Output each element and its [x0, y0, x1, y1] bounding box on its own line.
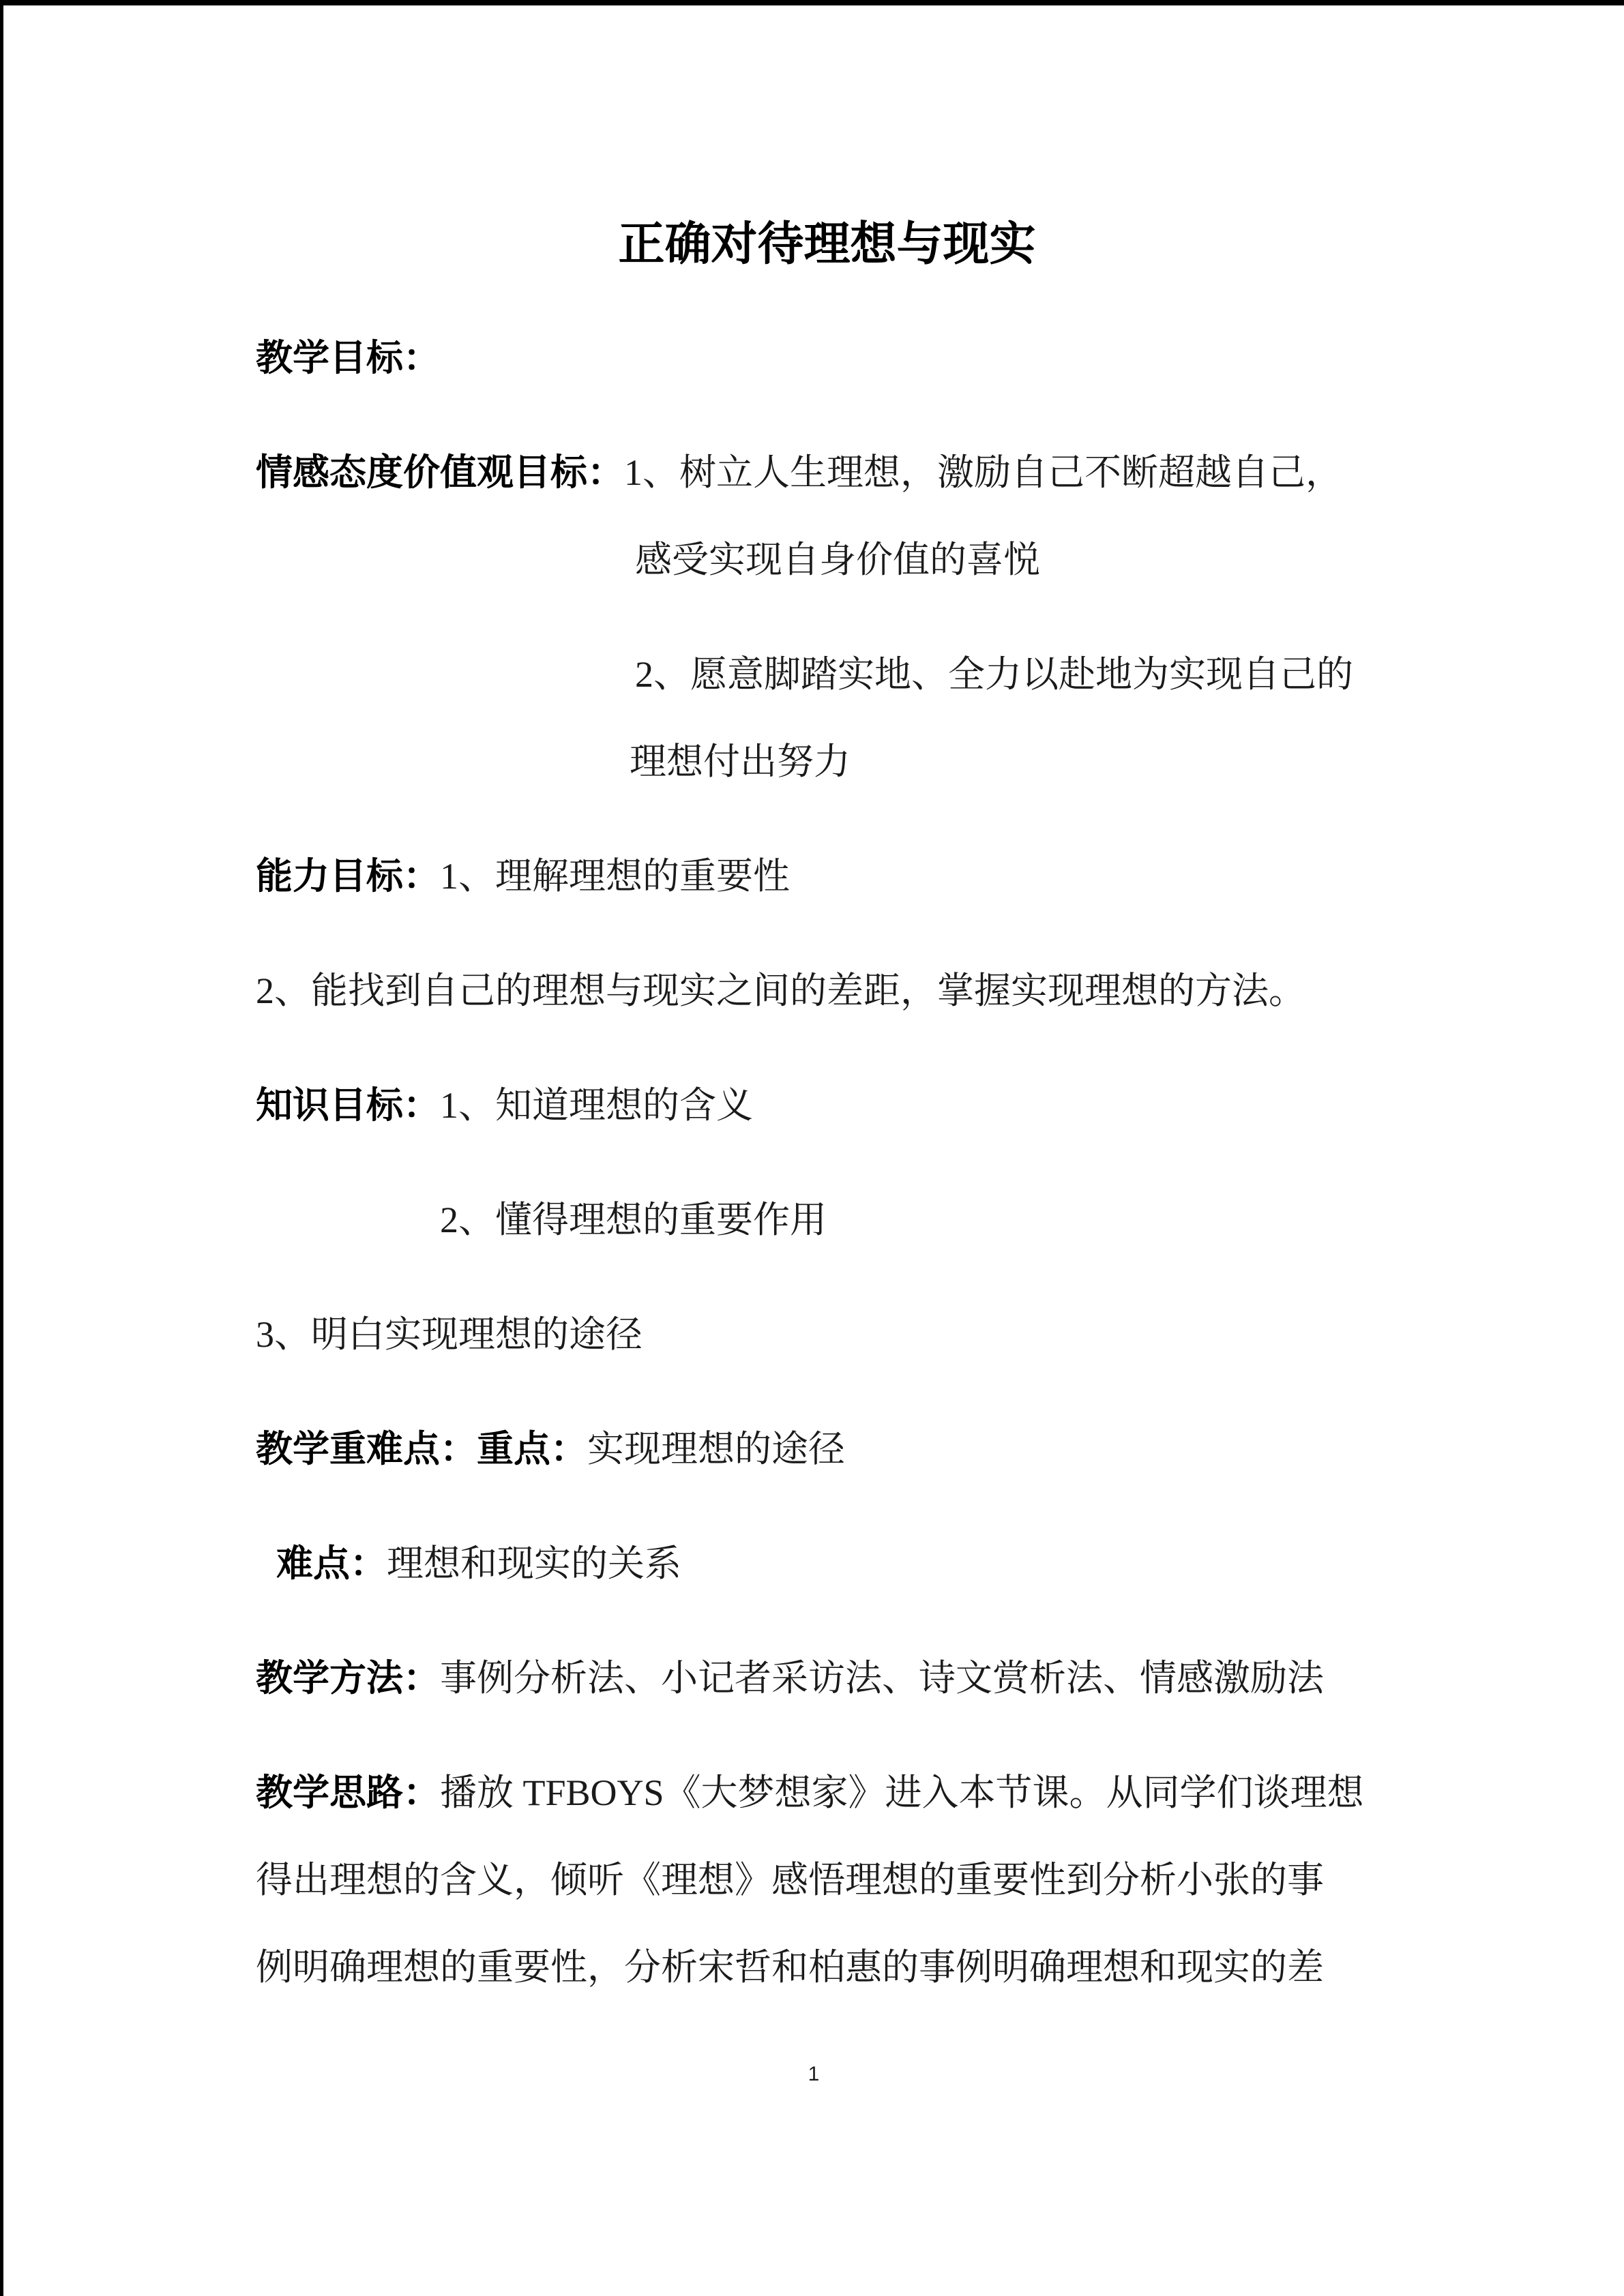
- difficulty-text: 理想和现实的关系: [387, 1543, 681, 1584]
- affective-goal-2-line-2: 理想付出努力: [630, 741, 851, 782]
- paragraph-difficulty: [256, 1520, 1398, 1607]
- label-affective-goal: 情感态度价值观目标：: [256, 452, 624, 493]
- affective-goal-line-2: 感受实现自身价值的喜悦: [635, 539, 1040, 580]
- affective-goal-line-1: [256, 429, 1398, 516]
- key-points-line: [256, 1405, 1398, 1493]
- paragraph-teaching-approach: [256, 1749, 1398, 2011]
- knowledge-goal-text: 1、知道理想的含义: [440, 1085, 753, 1126]
- ability-goal-line: [256, 833, 1398, 920]
- knowledge-goal-line: [256, 1062, 1398, 1149]
- affective-goal-2-line-1: 2、愿意脚踏实地、全力以赴地为实现自己的: [635, 654, 1353, 695]
- difficulty-line: [256, 1520, 1398, 1607]
- label-teaching-goals: 教学目标：: [256, 338, 440, 378]
- teaching-approach-line-3: 例明确理想的重要性，分析宋哲和柏惠的事例明确理想和现实的差: [256, 1947, 1324, 1988]
- teaching-methods-line: [256, 1635, 1398, 1722]
- label-key-point: 重点：: [477, 1429, 587, 1470]
- paragraph-ability-goal-2: [256, 947, 1398, 1034]
- paragraph-affective-goal: [256, 429, 1398, 603]
- document-content: [256, 217, 1398, 2038]
- teaching-approach-text-1: 播放 TFBOYS《大梦想家》进入本节课。从同学们谈理想: [440, 1772, 1364, 1813]
- label-difficulty: 难点：: [276, 1543, 387, 1584]
- label-key-points: 教学重难点：: [256, 1429, 477, 1470]
- paragraph-knowledge-goal-2: [256, 1176, 1398, 1264]
- paragraph-teaching-methods: [256, 1635, 1398, 1722]
- label-teaching-approach: 教学思路：: [256, 1772, 440, 1813]
- knowledge-goal-2-line: 2、懂得理想的重要作用: [440, 1199, 827, 1240]
- paragraph-knowledge-goal-3: [256, 1291, 1398, 1378]
- paragraph-ability-goal: [256, 833, 1398, 920]
- label-ability-goal: 能力目标：: [256, 856, 440, 897]
- knowledge-goal-3-line: 3、明白实现理想的途径: [256, 1314, 643, 1355]
- paragraph-knowledge-goal: [256, 1062, 1398, 1149]
- label-teaching-methods: 教学方法：: [256, 1658, 440, 1699]
- document-title: 正确对待理想与现实: [618, 218, 1036, 270]
- paragraph-key-points: [256, 1405, 1398, 1493]
- ability-goal-text: 1、理解理想的重要性: [440, 856, 790, 897]
- ability-goal-2-line: 2、能找到自己的理想与现实之间的差距，掌握实现理想的方法。: [256, 970, 1305, 1011]
- label-knowledge-goal: 知识目标：: [256, 1085, 440, 1126]
- teaching-goals-line: [256, 314, 1398, 402]
- paragraph-teaching-goals: [256, 314, 1398, 402]
- affective-goal-text-1: 1、树立人生理想，激励自己不断超越自己，: [624, 452, 1342, 493]
- teaching-approach-line-2: 得出理想的含义，倾听《理想》感悟理想的重要性到分析小张的事: [256, 1860, 1324, 1900]
- page-number: 1: [808, 2063, 820, 2085]
- teaching-methods-text: 事例分析法、小记者采访法、诗文赏析法、情感激励法: [440, 1658, 1324, 1699]
- paragraph-affective-goal-2: [256, 631, 1398, 805]
- key-points-text: 实现理想的途径: [587, 1429, 845, 1470]
- teaching-approach-line-1: [256, 1749, 1398, 1836]
